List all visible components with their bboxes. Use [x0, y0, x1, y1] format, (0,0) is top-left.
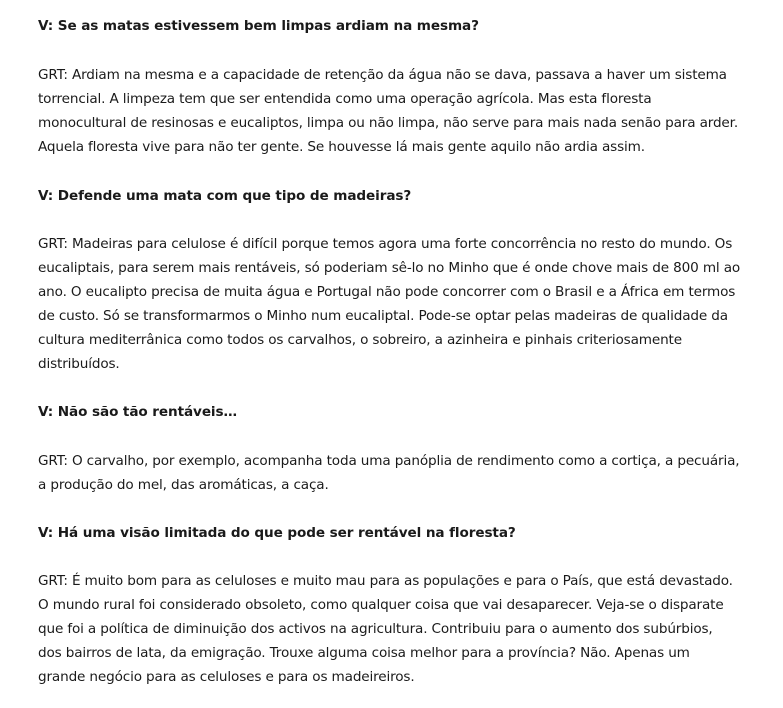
question-heading: V: Defende uma mata com que tipo de madeiras? [38, 188, 412, 204]
interview-question-3 [38, 400, 758, 424]
answer-line: dos bairros de lata, da emigração. Trouxe alguma coisa melhor para a província? Não. Apenas um [38, 645, 690, 661]
question-heading: V: Se as matas estivessem bem limpas ardiam na mesma? [38, 18, 479, 34]
answer-line: eucaliptais, para serem mais rentáveis, só poderiam sê-lo no Minho que é onde chove mais de 800 ml ao [38, 260, 741, 276]
answer-line: GRT: É muito bom para as celuloses e muito mau para as populações e para o País, que está devastado. [38, 573, 733, 589]
answer-line: a produção do mel, das aromáticas, a caça. [38, 477, 329, 493]
answer-line: GRT: Ardiam na mesma e a capacidade de retenção da água não se dava, passava a haver um sistema [38, 67, 727, 83]
question-heading: V: Não são tão rentáveis… [38, 404, 237, 420]
answer-line: de custo. Só se transformarmos o Minho num eucaliptal. Pode-se optar pelas madeiras de qualidade da [38, 308, 728, 324]
interview-answer-3 [38, 449, 758, 497]
interview-answer-2 [38, 232, 758, 376]
interview-question-1 [38, 14, 758, 38]
interview-answer-1 [38, 63, 758, 159]
interview-question-2 [38, 184, 758, 208]
answer-line: O mundo rural foi considerado obsoleto, como qualquer coisa que vai desaparecer. Veja-se o disparate [38, 597, 724, 613]
answer-line: Aquela floresta vive para não ter gente. Se houvesse lá mais gente aquilo não ardia assim. [38, 139, 645, 155]
answer-line: GRT: O carvalho, por exemplo, acompanha toda uma panóplia de rendimento como a cortiça, a pecuária, [38, 453, 740, 469]
answer-line: monocultural de resinosas e eucaliptos, limpa ou não limpa, não serve para mais nada senão para arder. [38, 115, 739, 131]
answer-line: ano. O eucalipto precisa de muita água e Portugal não pode concorrer com o Brasil e a África em termos [38, 284, 736, 300]
answer-line: GRT: Madeiras para celulose é difícil porque temos agora uma forte concorrência no resto do mundo. Os [38, 236, 733, 252]
answer-line: torrencial. A limpeza tem que ser entendida como uma operação agrícola. Mas esta floresta [38, 91, 652, 107]
interview-question-4 [38, 521, 758, 545]
answer-line: cultura mediterrânica como todos os carvalhos, o sobreiro, a azinheira e pinhais criteriosamente [38, 332, 682, 348]
answer-line: que foi a política de diminuição dos activos na agricultura. Contribuiu para o aumento dos subúrbios, [38, 621, 713, 637]
question-heading: V: Há uma visão limitada do que pode ser rentável na floresta? [38, 525, 516, 541]
answer-line: distribuídos. [38, 356, 120, 372]
interview-answer-4 [38, 569, 758, 689]
answer-line: grande negócio para as celuloses e para os madeireiros. [38, 669, 415, 685]
